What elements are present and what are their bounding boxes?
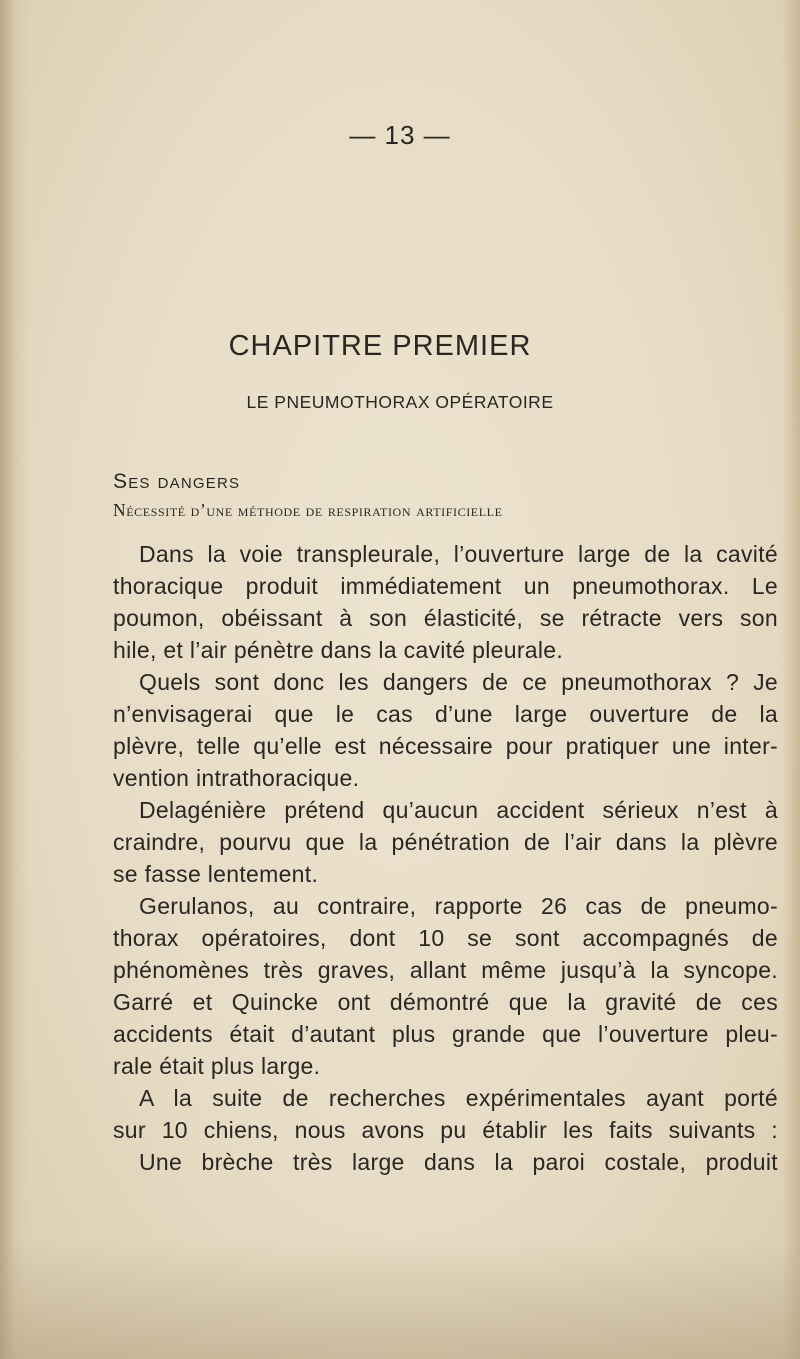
body-line: Garré et Quincke ont démontré que la gravité de ces — [113, 989, 778, 1015]
page-left-edge — [0, 0, 28, 1359]
body-line: n’envisagerai que le cas d’une large ouverture de la — [113, 701, 778, 727]
chapter-title: CHAPITRE PREMIER — [228, 330, 532, 362]
body-line: vention intrathoracique. — [113, 765, 360, 791]
body-line: hile, et l’air pénètre dans la cavité pleurale. — [113, 637, 564, 663]
section-subheading: Nécessité d’une méthode de respiration artificielle — [113, 500, 503, 520]
body-line: plèvre, telle qu’elle est nécessaire pour pratiquer une inter- — [113, 733, 778, 759]
body-line: Delagénière prétend qu’aucun accident sérieux n’est à — [139, 797, 778, 823]
body-line: Gerulanos, au contraire, rapporte 26 cas de pneumo- — [139, 893, 778, 919]
body-line: se fasse lentement. — [113, 861, 319, 887]
body-line: thorax opératoires, dont 10 se sont accompagnés de — [113, 925, 778, 951]
body-line: Une brèche très large dans la paroi costale, produit — [139, 1149, 778, 1175]
page-number: — 13 — — [349, 120, 451, 150]
page-bottom-shadow — [0, 1239, 800, 1359]
body-line: thoracique produit immédiatement un pneumothorax. Le — [113, 573, 778, 599]
body-line: accidents était d’autant plus grande que l’ouverture pleu- — [113, 1021, 778, 1047]
body-line: Dans la voie transpleurale, l’ouverture large de la cavité — [139, 541, 778, 567]
body-line: rale était plus large. — [113, 1053, 321, 1079]
body-line: A la suite de recherches expérimentales ayant porté — [139, 1085, 778, 1111]
page-right-edge — [782, 0, 800, 1359]
section-heading: Ses dangers — [113, 470, 241, 493]
body-line: sur 10 chiens, nous avons pu établir les faits suivants : — [113, 1117, 778, 1143]
chapter-subtitle: LE PNEUMOTHORAX OPÉRATOIRE — [246, 392, 554, 412]
body-line: Quels sont donc les dangers de ce pneumothorax ? Je — [139, 669, 778, 695]
body-line: craindre, pourvu que la pénétration de l’air dans la plèvre — [113, 829, 778, 855]
body-line: phénomènes très graves, allant même jusqu’à la syncope. — [113, 957, 778, 983]
body-line: poumon, obéissant à son élasticité, se rétracte vers son — [113, 605, 778, 631]
